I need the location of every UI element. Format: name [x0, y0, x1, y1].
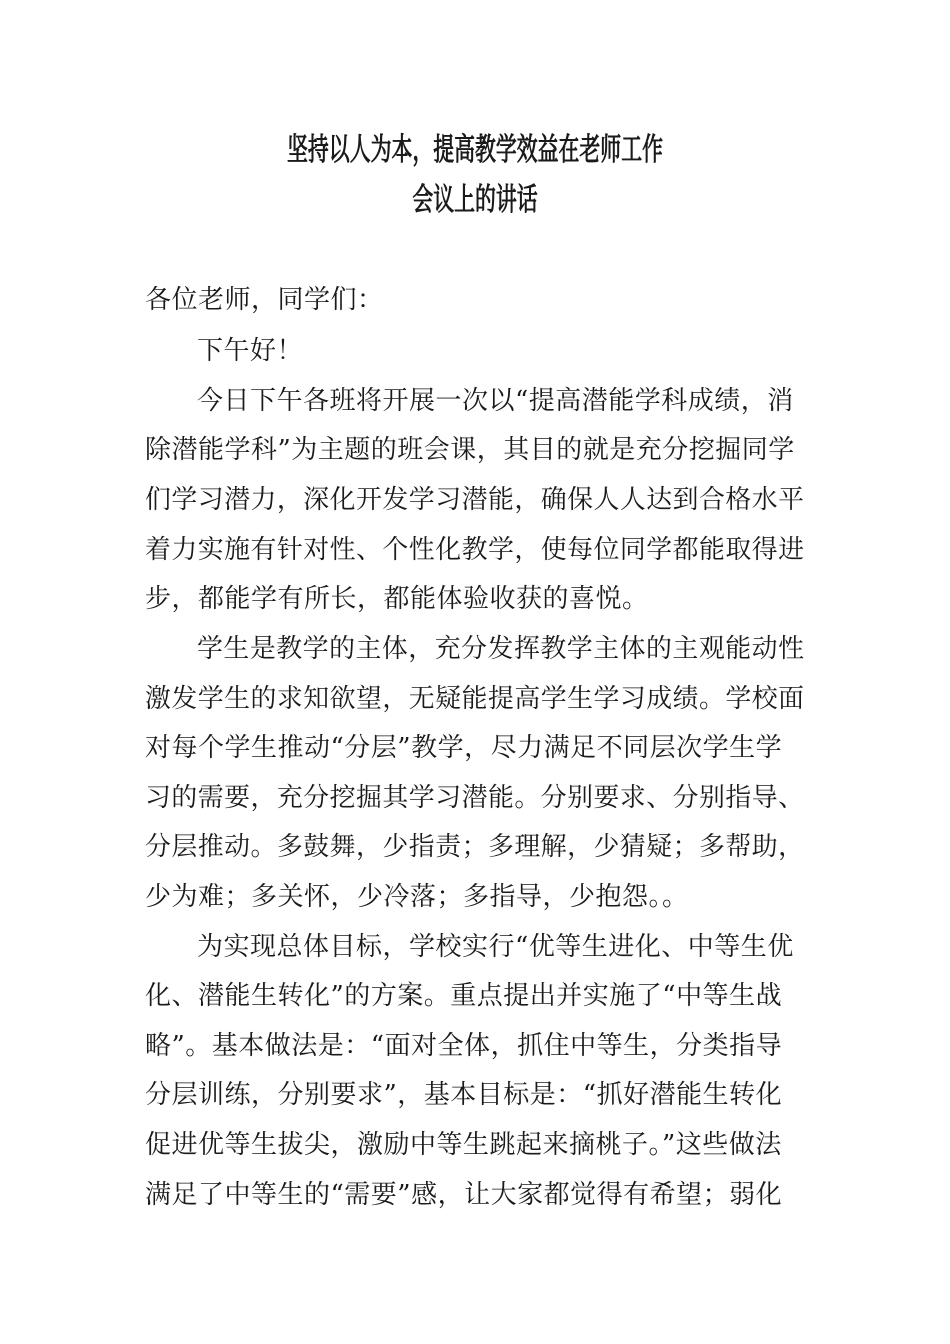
paragraph-3-line-3: 略”。基本做法是：“面对全体，抓住中等生，分类指导: [145, 1031, 783, 1061]
paragraph-1-line-2: 除潜能学科”为主题的班会课，其目的就是充分挖掘同学: [145, 435, 795, 465]
paragraph-3-line-4: 分层训练，分别要求”，基本目标是：“抓好潜能生转化: [145, 1080, 783, 1110]
paragraph-3-line-1: 为实现总体目标，学校实行“优等生进化、中等生优: [197, 932, 794, 962]
paragraph-2-line-3: 对每个学生推动“分层”教学，尽力满足不同层次学生学: [145, 733, 783, 763]
paragraph-3-line-6: 满足了中等生的“需要”感，让大家都觉得有希望；弱化: [145, 1180, 783, 1210]
paragraph-2-line-5: 分层推动。多鼓舞，少指责；多理解，少猜疑；多帮助，: [145, 832, 805, 862]
title-line-1: 坚持以人为本，提高教学效益在老师工作: [287, 132, 663, 168]
paragraph-2-line-6: 少为难；多关怀，少冷落；多指导，少抱怨。。: [145, 882, 689, 912]
salutation: 各位老师，同学们：: [145, 285, 384, 315]
paragraph-1-line-3: 们学习潜力，深化开发学习潜能，确保人人达到合格水平: [145, 485, 805, 515]
title-line-2: 会议上的讲话: [412, 182, 538, 218]
paragraph-1-line-5: 步，都能学有所长，都能体验收获的喜悦。: [145, 584, 649, 614]
paragraph-2-line-2: 激发学生的求知欲望，无疑能提高学生学习成绩。学校面: [145, 684, 805, 714]
paragraph-2-line-4: 习的需要，充分挖掘其学习潜能。分别要求、分别指导、: [145, 783, 805, 813]
paragraph-3-line-2: 化、潜能生转化”的方案。重点提出并实施了“中等生战: [145, 981, 783, 1011]
paragraph-1-line-4: 着力实施有针对性、个性化教学，使每位同学都能取得进: [145, 535, 805, 565]
paragraph-3-line-5: 促进优等生拔尖，激励中等生跳起来摘桃子。”这些做法: [145, 1130, 782, 1160]
greeting: 下午好！: [197, 336, 304, 366]
paragraph-1-line-1: 今日下午各班将开展一次以“提高潜能学科成绩，消: [197, 386, 794, 416]
paragraph-2-line-1: 学生是教学的主体，充分发挥教学主体的主观能动性: [197, 634, 805, 664]
